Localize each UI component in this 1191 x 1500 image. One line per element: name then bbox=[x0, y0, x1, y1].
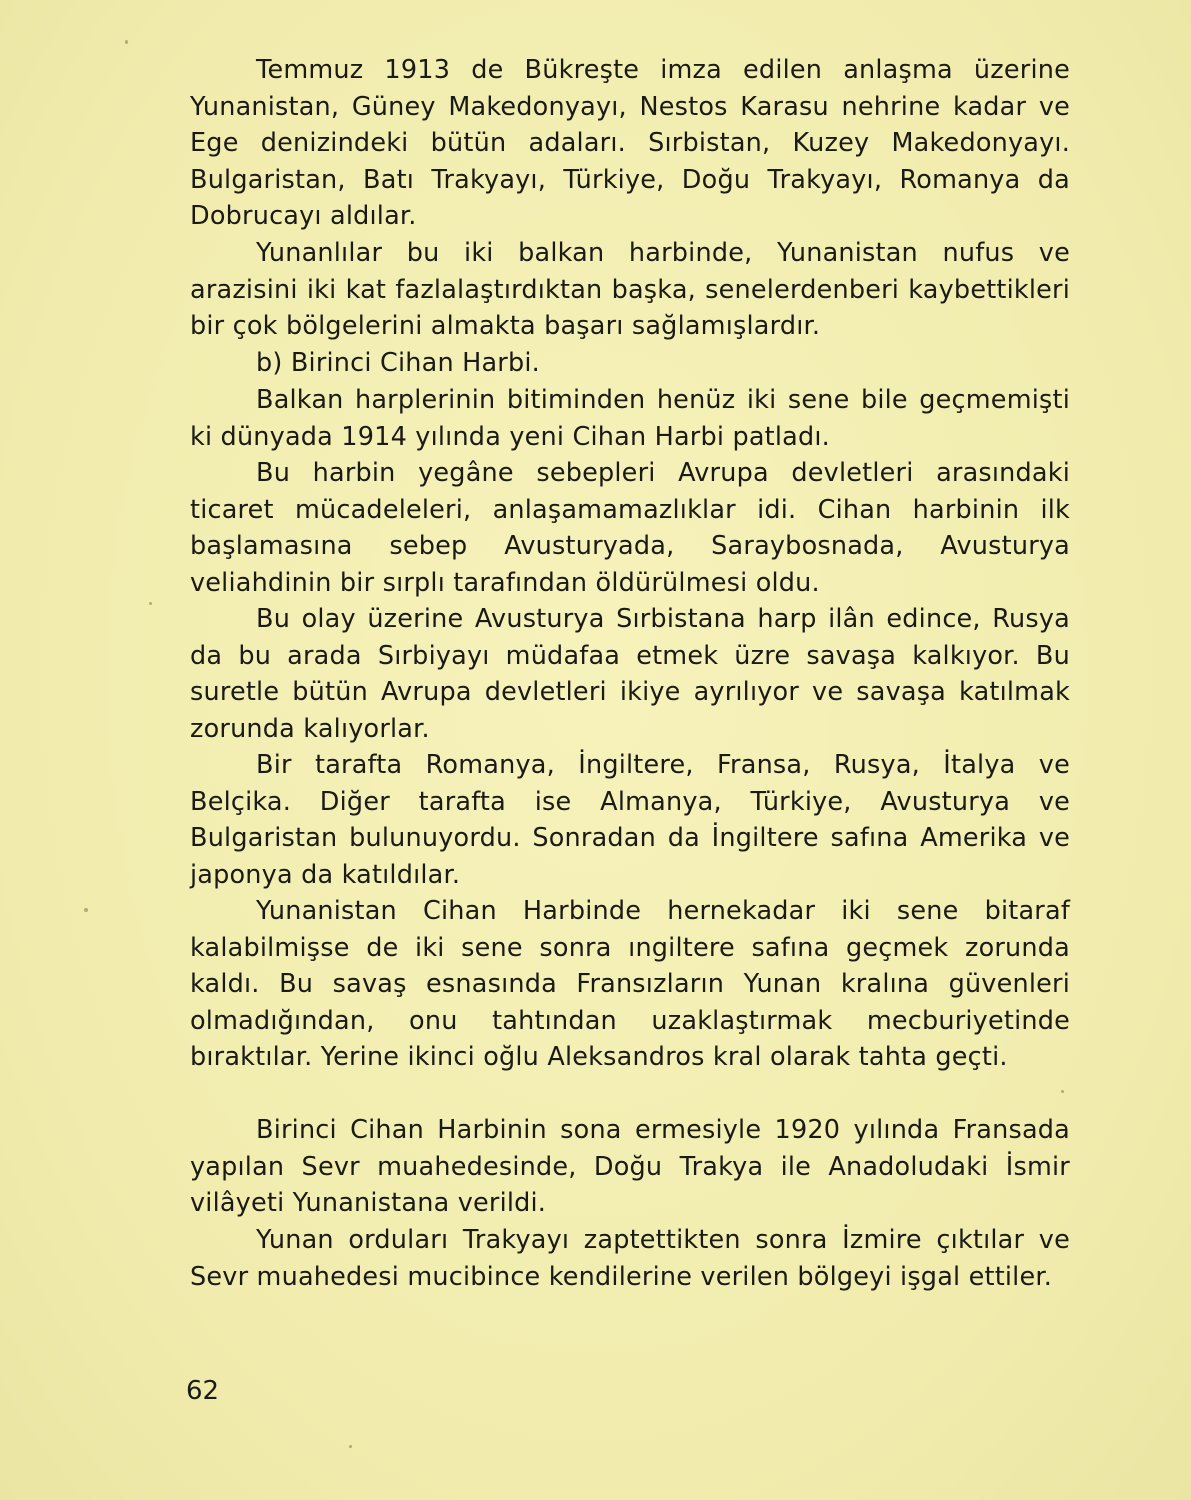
paragraph-war-outbreak: Balkan harplerinin bitiminden henüz iki sene bile geçmemişti ki dünyada 1914 yılında yeni Cihan Harbi patladı. bbox=[190, 385, 1070, 452]
page-number: 62 bbox=[186, 1376, 220, 1406]
paper-speck bbox=[125, 40, 128, 44]
section-heading-first-world-war: b) Birinci Cihan Harbi. bbox=[256, 348, 540, 378]
paper-speck bbox=[1061, 1090, 1064, 1093]
paragraph-austria-declaration: Bu olay üzerine Avusturya Sırbistana harp ilân edince, Rusya da bu arada Sırbiyayı müdafaa etmek üzre savaşa kalkıyor. Bu suretle bütün Avrupa devletleri ikiye ayrılıyor ve savaşa katılmak zorunda kalıyorlar. bbox=[190, 604, 1070, 744]
paper-speck bbox=[84, 908, 88, 912]
paragraph-war-causes: Bu harbin yegâne sebepleri Avrupa devletleri arasındaki ticaret mücadeleleri, anlaşamamazlıklar idi. Cihan harbinin ilk başlamasına sebep Avusturyada, Saraybosnada, Avusturya veliahdinin bir sırplı tarafından öldürülmesi oldu. bbox=[190, 458, 1070, 598]
paragraph-sevres-treaty: Birinci Cihan Harbinin sona ermesiyle 1920 yılında Fransada yapılan Sevr muahedesinde, Doğu Trakya ile Anadoludaki İsmir vilâyeti Yunanistana verildi. bbox=[190, 1115, 1070, 1218]
paper-speck bbox=[349, 1445, 352, 1448]
body-text bbox=[190, 52, 1070, 1295]
paragraph-greek-occupation: Yunan orduları Trakyayı zaptettikten sonra İzmire çıktılar ve Sevr muahedesi mucibince kendilerine verilen bölgeyi işgal ettiler. bbox=[190, 1225, 1070, 1292]
paragraph-greece-in-war: Yunanistan Cihan Harbinde hernekadar iki sene bitaraf kalabilmişse de iki sene sonra ıngiltere safına geçmek zorunda kaldı. Bu savaş esnasında Fransızların Yunan kralına güvenleri olmadığından, onu tahtından uzaklaştırmak mecburiyetinde bıraktılar. Yerine ikinci oğlu Aleksandros kral olarak tahta geçti. bbox=[190, 896, 1070, 1072]
paragraph-balkan-gains: Yunanlılar bu iki balkan harbinde, Yunanistan nufus ve arazisini iki kat fazlalaştırdıktan başka, senelerdenberi kaybettikleri bir çok bölgelerini almakta başarı sağlamışlardır. bbox=[190, 238, 1070, 341]
paragraph-alliances: Bir tarafta Romanya, İngiltere, Fransa, Rusya, İtalya ve Belçika. Diğer tarafta ise Almanya, Türkiye, Avusturya ve Bulgaristan bulunuyordu. Sonradan da İngiltere safına Amerika ve japonya da katıldılar. bbox=[190, 750, 1070, 890]
paragraph-bucharest-treaty: Temmuz 1913 de Bükreşte imza edilen anlaşma üzerine Yunanistan, Güney Makedonyayı, Nestos Karasu nehrine kadar ve Ege denizindeki bütün adaları. Sırbistan, Kuzey Makedonyayı. Bulgaristan, Batı Trakyayı, Türkiye, Doğu Trakyayı, Romanya da Dobrucayı aldılar. bbox=[190, 55, 1070, 231]
paper-speck bbox=[149, 602, 152, 605]
